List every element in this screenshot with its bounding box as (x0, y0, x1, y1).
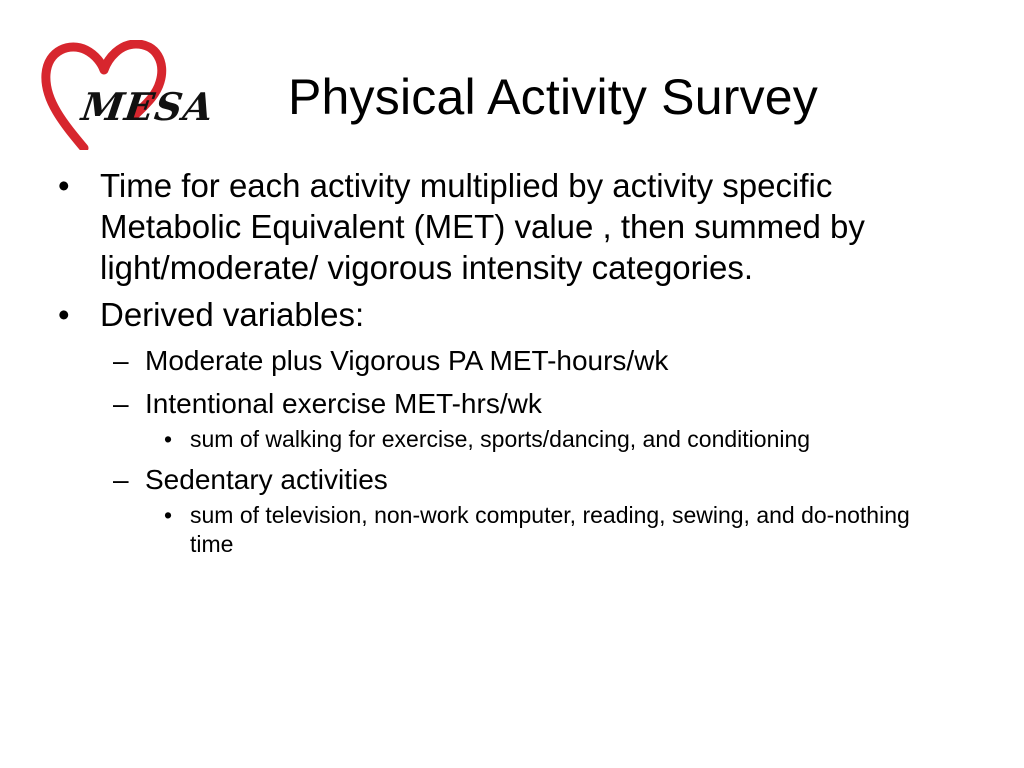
bullet-marker: • (58, 167, 70, 204)
slide-body (58, 165, 958, 559)
sub-bullet-item (58, 343, 958, 378)
mesa-logo (40, 40, 216, 150)
logo-text: MESA (78, 84, 218, 129)
sub-bullet-text: Moderate plus Vigorous PA MET-hours/wk (145, 345, 669, 376)
sub-bullet-item (58, 462, 958, 497)
bullet-text: Derived variables: (100, 296, 365, 333)
dash-marker: – (113, 388, 129, 419)
bullet-marker: • (164, 426, 173, 452)
slide-title: Physical Activity Survey (288, 69, 818, 125)
bullet-item (58, 165, 958, 288)
bullet-marker: • (164, 502, 173, 528)
sub-sub-bullet-item (58, 501, 958, 559)
bullet-marker: • (58, 296, 70, 333)
dash-marker: – (113, 464, 129, 495)
bullet-item (58, 294, 958, 335)
dash-marker: – (113, 345, 129, 376)
sub-bullet-text: Intentional exercise MET-hrs/wk (145, 388, 542, 419)
sub-sub-bullet-text: sum of television, non-work computer, reading, sewing, and do-nothing time (190, 502, 910, 557)
sub-sub-bullet-item (58, 425, 958, 454)
sub-bullet-item (58, 386, 958, 421)
sub-sub-bullet-text: sum of walking for exercise, sports/dancing, and conditioning (190, 426, 811, 452)
bullet-text: Time for each activity multiplied by activity specific Metabolic Equivalent (MET) value , then summed by light/moderate/ vigorous intensity categories. (100, 167, 865, 286)
sub-bullet-text: Sedentary activities (145, 464, 388, 495)
